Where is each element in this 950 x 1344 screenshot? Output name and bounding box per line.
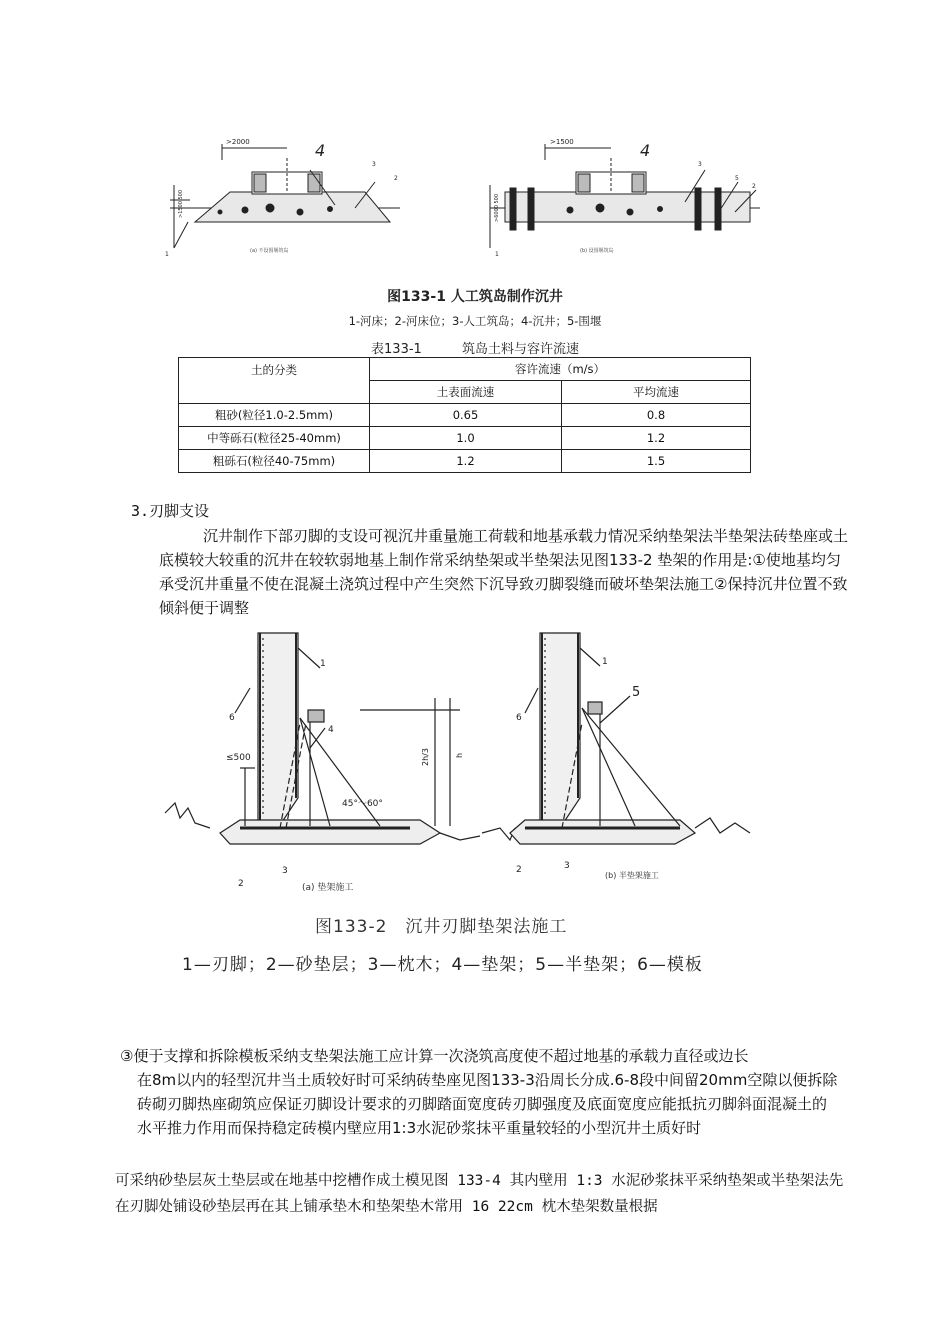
table-caption xyxy=(0,338,950,357)
figure-133-1-legend: 1-河床；2-河床位；3-人工筑岛；4-沉井；5-围堰 xyxy=(348,314,602,328)
table-row xyxy=(179,450,751,473)
fig2a-label-3: 3 xyxy=(282,866,288,876)
fig1b-label-3: 3 xyxy=(698,161,702,168)
cell-average: 1.2 xyxy=(562,427,751,450)
header-surface-velocity: 土表面流速 xyxy=(370,381,562,404)
section-3-text: 沉井制作下部刃脚的支设可视沉井重量施工荷载和地基承载力情况采纳垫架法半垫架法砖垫座或土底模较大较重的沉井在较软弱地基上制作常采纳垫架或半垫架法见图133-2 垫架的作用是:①使地基均匀承受沉井重量不使在混凝土浇筑过程中产生突然下沉导致刃脚裂缝而破坏垫架法施工②保持沉井位置不致倾斜便于调整 xyxy=(159,527,849,617)
fig2a-label-2: 2 xyxy=(238,879,244,889)
cell-average: 1.5 xyxy=(562,450,751,473)
fig1b-label-5: 5 xyxy=(735,175,739,182)
figure-133-2-caption: 图133-2 沉井刃脚垫架法施工 xyxy=(315,917,568,937)
fig1a-dim-top: >2000 xyxy=(226,138,250,146)
figure-133-2b xyxy=(482,633,750,844)
fig2a-subcaption: (a) 垫架施工 xyxy=(302,883,354,893)
cell-average: 0.8 xyxy=(562,404,751,427)
fig1b-dim-top: >1500 xyxy=(550,138,574,146)
circled-number-3: ③ xyxy=(120,1047,134,1065)
figure-133-2-legend: 1—刃脚；2—砂垫层；3—枕木；4—垫架；5—半垫架；6—模板 xyxy=(182,955,703,975)
section-3-title: 3.刃脚支设 xyxy=(131,502,210,520)
fig2b-label-5: 5 xyxy=(632,685,641,700)
fig2b-label-2: 2 xyxy=(516,865,522,875)
fig1b-label-1: 1 xyxy=(495,251,499,258)
fig1b-label-2: 2 xyxy=(752,183,756,190)
cell-soil: 中等砾石(粒径25-40mm) xyxy=(179,427,370,450)
fig1a-label-2: 2 xyxy=(394,175,398,182)
fig1b-subcaption: (b) 设围堰筑岛 xyxy=(580,248,614,254)
fig2b-label-1: 1 xyxy=(602,657,608,667)
table-title: 筑岛土料与容许流速 xyxy=(461,342,579,357)
fig2b-subcaption: (b) 半垫架施工 xyxy=(605,871,659,880)
cell-surface: 1.0 xyxy=(370,427,562,450)
figure-133-1b xyxy=(490,144,760,248)
soil-flow-table xyxy=(178,357,751,473)
fig1a-label-1: 1 xyxy=(165,251,169,258)
table-header-row xyxy=(179,358,751,381)
paragraph-3-support xyxy=(120,1044,840,1140)
fig1a-label-3: 3 xyxy=(372,161,376,168)
fig1a-label-4: 4 xyxy=(315,141,326,160)
section-3-paragraph xyxy=(159,524,849,620)
paragraph-3-body: 在8m以内的轻型沉井当土质较好时可采纳砖垫座见图133-3沿周长分成.6-8段中间留20mm空隙以便拆除砖砌刃脚热座砌筑应保证刃脚设计要求的刃脚踏面宽度砖刃脚强度及底面宽度应能抵抗刃脚斜面混凝土的水平推力作用而保持稳定砖模内壁应用1:3水泥砂浆抹平重量较轻的小型沉井土质好时 xyxy=(137,1071,838,1137)
table-row xyxy=(179,404,751,427)
fig1a-dim-side: >1500 500 xyxy=(178,189,184,218)
figure-133-1a xyxy=(170,144,400,248)
figure-133-2-diagrams xyxy=(160,628,760,898)
fig2a-dim-2h3: 2h/3 xyxy=(421,748,430,766)
fig2a-dim-h: h xyxy=(455,752,464,758)
paragraph-3-first-line: 便于支撑和拆除模板采纳支垫架法施工应计算一次浇筑高度使不超过地基的承载力直径或边长 xyxy=(133,1047,749,1065)
fig2a-dim-left: ≤500 xyxy=(226,753,251,763)
fig1b-label-4: 4 xyxy=(640,141,651,160)
fig1a-subcaption: (a) 不设围堰筑岛 xyxy=(250,248,289,254)
fig2b-label-3: 3 xyxy=(564,861,570,871)
table-row xyxy=(179,427,751,450)
cell-surface: 1.2 xyxy=(370,450,562,473)
figure-133-1-caption: 图133-1 人工筑岛制作沉井 xyxy=(387,289,563,305)
header-average-velocity: 平均流速 xyxy=(562,381,751,404)
fig1b-dim-side: >6000 500 xyxy=(494,193,500,222)
header-soil-type: 土的分类 xyxy=(179,358,370,404)
header-allowed-velocity: 容许流速（m/s） xyxy=(370,358,751,381)
paragraph-sand-cushion: 可采纳砂垫层灰土垫层或在地基中挖槽作成土模见图 133-4 其内壁用 1:3 水泥砂浆抹平采纳垫架或半垫架法先在刃脚处铺设砂垫层再在其上铺承垫木和垫架垫木常用 16 22cm 枕木垫架数量根据 xyxy=(115,1173,844,1215)
fig2a-label-6: 6 xyxy=(229,713,235,723)
table-number: 表133-1 xyxy=(371,342,422,357)
fig2a-label-1: 1 xyxy=(320,659,326,669)
cell-soil: 粗砂(粒径1.0-2.5mm) xyxy=(179,404,370,427)
fig2a-angle: 45°～60° xyxy=(342,799,383,809)
cell-surface: 0.65 xyxy=(370,404,562,427)
cell-soil: 粗砾石(粒径40-75mm) xyxy=(179,450,370,473)
fig2a-label-4: 4 xyxy=(328,725,334,735)
fig2b-label-6: 6 xyxy=(516,713,522,723)
figure-133-1-diagrams xyxy=(160,130,780,260)
